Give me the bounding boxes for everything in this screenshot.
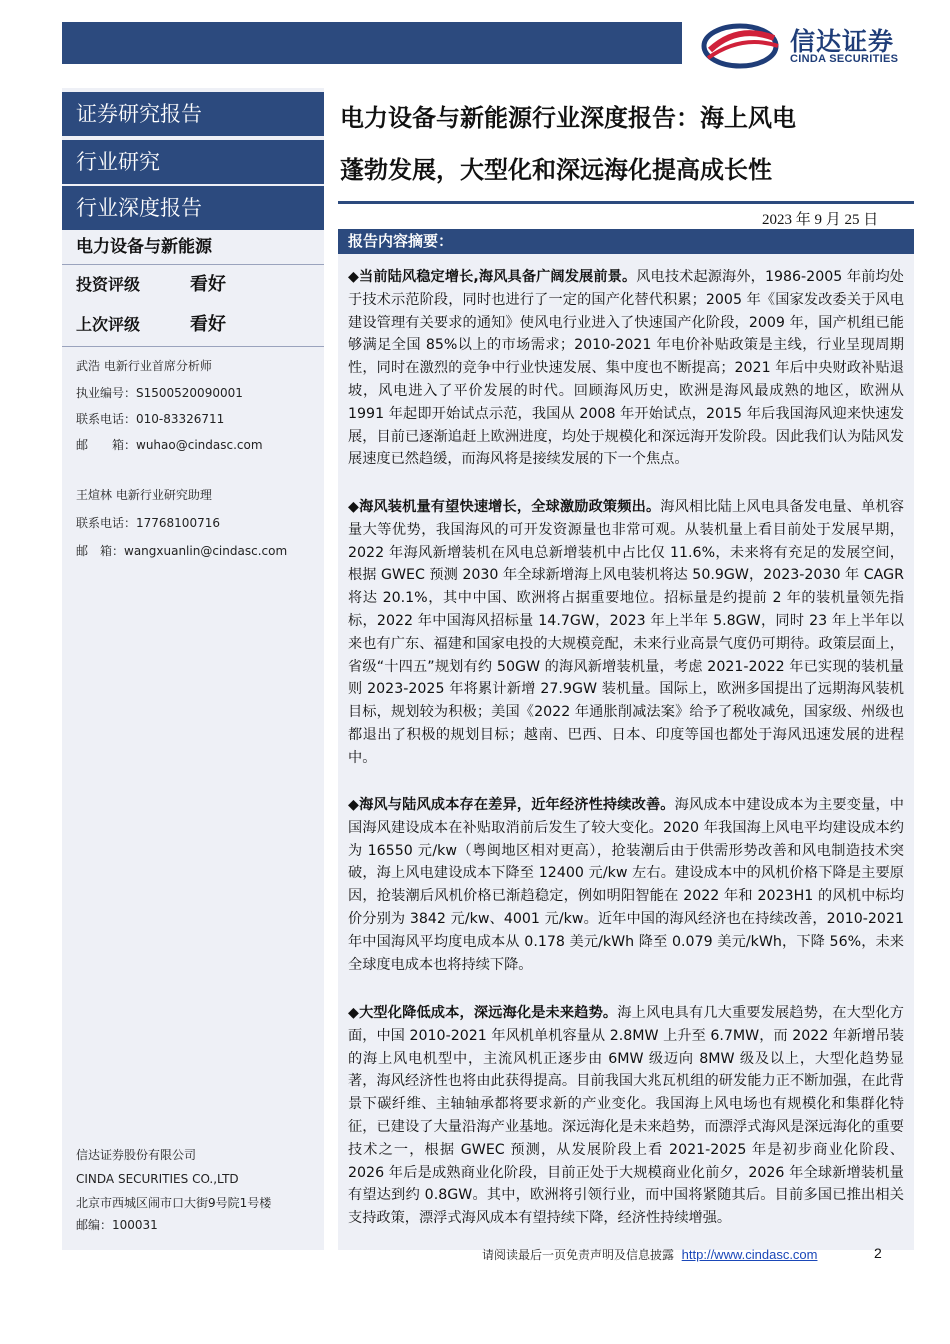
paragraph-body: 海风成本中建设成本为主要变量，中国海风建设成本在补贴取消前后发生了较大变化。2020 年我国海上风电平均建设成本约为 16550 元/kw（粤闽地区相对更高），抢装潮后由于供需形势改善和风电制造技术突破，海上风电建设成本下降至 12400 元/kw 左右。建设成本中的风机价格下降是主要原因，抢装潮后风机价格已渐趋稳定，例如明阳智能在 2022 年和 2023H1 的风机中标均价分别为 3842 元/kw、4001 元/kw。近年中国的海风经济也在持续改善，2010-2021 年中国海风平均度电成本从 0.178 美元/kWh 降至 0.079 美元/kWh，下降 56%，未来全球度电成本也将持续下降。 [348,797,904,973]
page-number: 2 [874,1245,882,1261]
company-name-cn: 信达证券股份有限公司 [76,1148,197,1162]
report-title [340,92,910,196]
paragraph-body: 风电技术起源海外，1986-2005 年前均处于技术示范阶段，同时也进行了一定的国产化替代积累；2005 年《国家发改委关于风电建设管理有关要求的通知》使风电行业进入了快速国产化阶段，2009 年，国产机组已能够满足全国 85%以上的市场需求；2010-2021 年电价补贴政策是主线，行业呈现周期性，同时在激烈的竞争中行业快速发展、集中度也不断提高；2021 年后中央财政补贴退坡，风电进入了平价发展的时代。回顾海风历史，欧洲是海风最成熟的地区，欧洲从 1991 年起即开始试点示范，我国从 2008 年开始试点，2015 年后我国海风迎来快速发展，目前已逐渐追赶上欧洲进度，均处于规模化和深远海开发阶段。因此我们认为陆风发展速度已然趋缓，而海风将是接续发展的下一个焦点。 [348,269,904,468]
rating-value: 看好 [190,274,226,295]
report-subtype-box: 行业深度报告 [62,186,324,230]
company-name-en: CINDA SECURITIES CO.,LTD [76,1172,239,1186]
prev-rating-value: 看好 [190,314,226,335]
divider [62,264,324,265]
header-bar [62,22,682,64]
report-title-line1: 电力设备与新能源行业深度报告：海上风电 [340,104,796,132]
abstract-paragraph-1 [348,266,904,471]
analyst2-email: 邮 箱：wangxuanlin@cindasc.com [76,544,288,558]
prev-rating-label: 上次评级 [76,315,141,334]
abstract-paragraph-2 [348,496,904,770]
company-address: 北京市西城区闹市口大街9号院1号楼 [76,1196,272,1210]
paragraph-lead: ◆当前陆风稳定增长,海风具备广阔发展前景。 [348,269,637,285]
report-type-box: 证券研究报告 [62,92,324,136]
analyst1-phone: 联系电话：010-83326711 [76,412,225,426]
left-sidebar [62,88,324,1250]
analyst1-name: 武浩 电新行业首席分析师 [76,359,212,373]
report-title-line2: 蓬勃发展，大型化和深远海化提高成长性 [340,156,772,184]
analyst2-phone: 联系电话：17768100716 [76,516,220,530]
rating-label: 投资评级 [76,275,141,294]
logo-text-en: CINDA SECURITIES [790,53,899,65]
report-date: 2023 年 9 月 25 日 [762,212,879,228]
company-postcode: 邮编：100031 [76,1218,158,1232]
abstract-paragraph-3 [348,794,904,976]
website-link[interactable]: http://www.cindasc.com [681,1247,818,1262]
abstract-paragraph-4 [348,1002,904,1230]
cinda-logo-icon [698,20,788,70]
paragraph-lead: ◆海风与陆风成本存在差异，近年经济性持续改善。 [348,797,675,813]
logo-text-cn: 信达证券 [790,27,895,56]
research-category-box: 行业研究 [62,140,324,184]
disclaimer-notice: 请阅读最后一页免责声明及信息披露 [482,1248,675,1262]
paragraph-body: 海上风电具有几大重要发展趋势，在大型化方面，中国 2010-2021 年风机单机容量从 2.8MW 上升至 6.7MW，而 2022 年新增吊装的海上风电机型中，主流风机正逐步由 6MW 级迈向 8MW 级及以上，大型化趋势显著，海风经济性也将由此获得提高。目前我国大兆瓦机组的研发能力正不断加强，在此背景下碳纤维、主轴轴承都将要求新的产业变化。我国海上风电场也有规模化和集群化特征，已建设了大量沿海产业基地。深远海化是未来趋势，而漂浮式海风是深远海化的重要技术之一，根据 GWEC 预测，从发展阶段上看 2021-2025 年是初步商业化阶段、2026 年后是成熟商业化阶段，目前正处于大规模商业化前夕，2026 年全球新增装机量有望达到约 0.8GW。其中，欧洲将引领行业，而中国将紧随其后。目前多国已推出相关支持政策，漂浮式海风成本有望持续下降，经济性持续增强。 [348,1005,904,1227]
paragraph-lead: ◆海风装机量有望快速增长，全球激励政策频出。 [348,499,661,515]
abstract-heading: 报告内容摘要： [338,229,914,254]
sector-name: 电力设备与新能源 [76,237,212,257]
footer [482,1246,817,1263]
analyst2-name: 王煊林 电新行业研究助理 [76,488,212,502]
paragraph-lead: ◆大型化降低成本，深远海化是未来趋势。 [348,1005,618,1021]
cinda-logo [698,20,928,70]
divider [62,346,324,347]
analyst1-cert: 执业编号：S1500520090001 [76,386,243,400]
paragraph-body: 海风相比陆上风电具备发电量、单机容量大等优势，我国海风的可开发资源量也非常可观。从装机量上看目前处于发展早期，2022 年海风新增装机在风电总新增装机中占比仅 11.6%，未来将有充足的发展空间，根据 GWEC 预测 2030 年全球新增海上风电装机将达 50.9GW，2023-2030 年 CAGR 将达 20.1%，其中中国、欧洲将占据重要地位。招标量是约提前 2 年的装机量领先指标，2022 年中国海风招标量 14.7GW，2023 年上半年 5.8GW，同时 23 年上半年以来也有广东、福建和国家电投的大规模竞配，未来行业高景气度仍可期待。政策层面上，省级“十四五”规划有约 50GW 的海风新增装机量，考虑 2021-2022 年已实现的装机量则 2023-2025 年将累计新增 27.9GW 装机量。国际上，欧洲多国提出了远期海风装机目标，规划较为积极；美国《2022 年通胀削减法案》给予了税收减免，国家级、州级也都退出了积极的规划目标；越南、巴西、日本、印度等国也都处于海风迅速发展的进程中。 [348,499,904,766]
title-divider [338,201,914,204]
analyst1-email: 邮 箱：wuhao@cindasc.com [76,438,263,452]
